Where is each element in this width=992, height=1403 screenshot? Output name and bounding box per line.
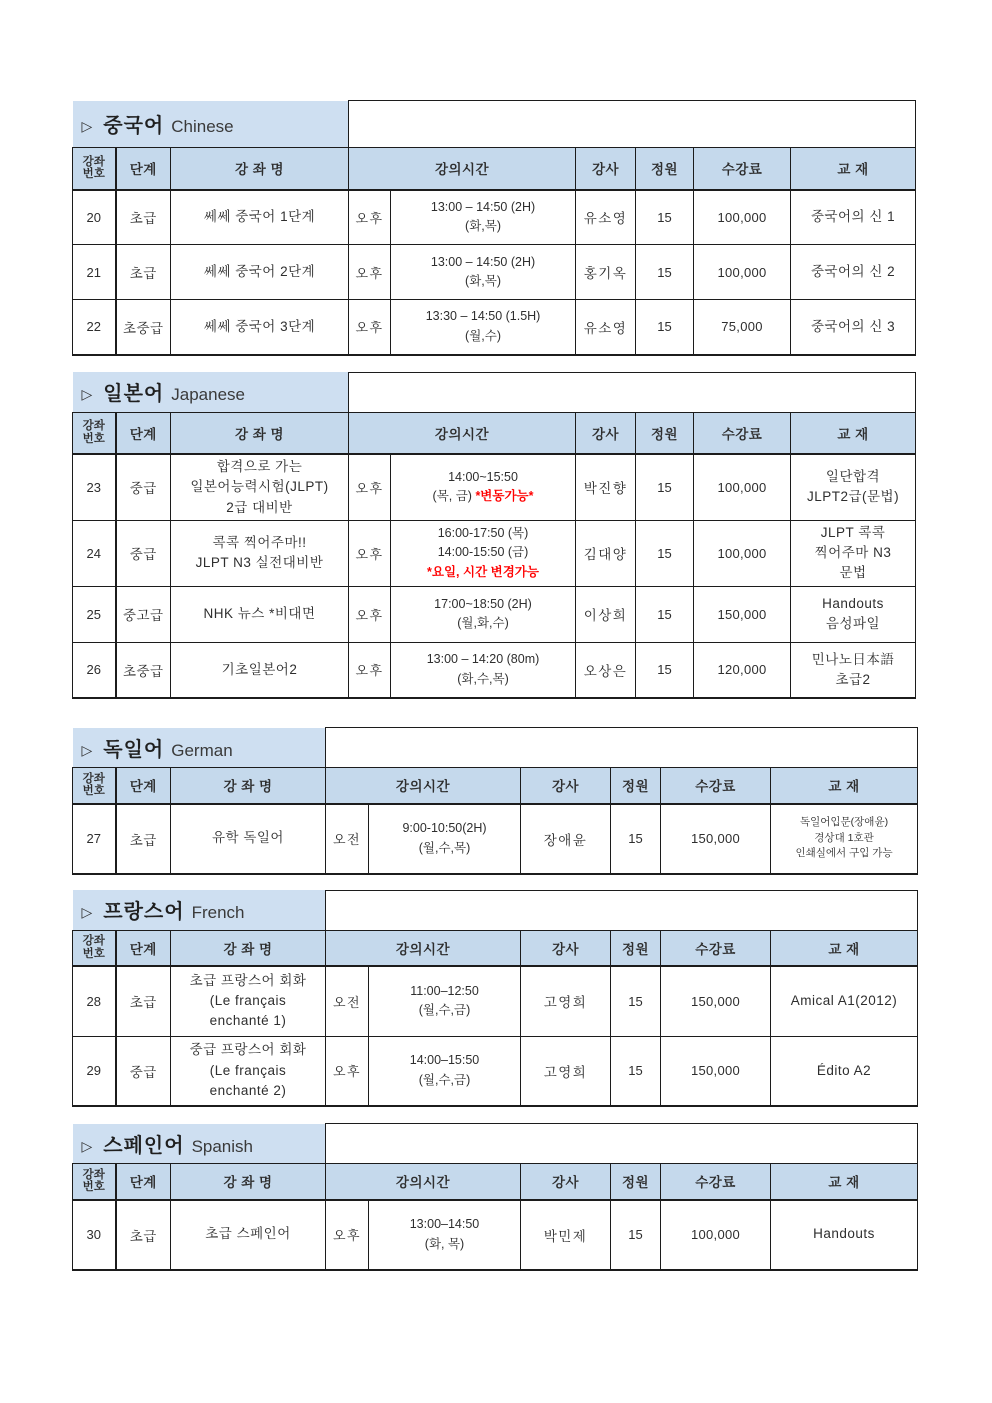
col-header-textbook: 교 재 <box>771 1164 918 1200</box>
col-header-capacity: 정원 <box>636 148 694 190</box>
course-row-29 <box>73 1036 918 1106</box>
course-row-22 <box>73 300 916 355</box>
cell-textbook: Amical A1(2012) <box>771 966 918 1036</box>
course-table-german <box>72 727 918 875</box>
cell-instructor: 박진향 <box>576 454 636 520</box>
triangle-marker-icon: ▷ <box>81 1137 93 1154</box>
section-title-korean: 독일어 <box>103 738 165 761</box>
cell-capacity: 15 <box>636 300 694 355</box>
section-title-french <box>73 890 326 930</box>
col-header-textbook: 교 재 <box>791 148 916 190</box>
triangle-marker-icon: ▷ <box>81 741 93 758</box>
cell-instructor: 홍기옥 <box>576 245 636 300</box>
cell-instructor: 이상희 <box>576 586 636 642</box>
cell-course-no: 24 <box>73 520 116 586</box>
triangle-marker-icon: ▷ <box>81 386 93 403</box>
cell-instructor: 김대양 <box>576 520 636 586</box>
cell-fee: 150,000 <box>661 1036 771 1106</box>
col-header-class-time: 강의시간 <box>349 148 576 190</box>
col-header-textbook: 교 재 <box>771 768 918 804</box>
section-title-japanese <box>73 372 349 412</box>
section-title-spacer <box>326 728 918 768</box>
cell-level: 초급 <box>116 245 171 300</box>
section-title-german <box>73 728 326 768</box>
cell-fee: 150,000 <box>694 586 791 642</box>
col-header-course-name: 강 좌 명 <box>171 930 326 966</box>
cell-level: 초중급 <box>116 642 171 698</box>
col-header-level: 단계 <box>116 930 171 966</box>
col-header-level: 단계 <box>116 1164 171 1200</box>
col-header-fee: 수강료 <box>694 412 791 454</box>
cell-capacity: 15 <box>611 1200 661 1270</box>
cell-fee: 150,000 <box>661 966 771 1036</box>
course-row-24 <box>73 520 916 586</box>
cell-course-name: 중급 프랑스어 회화 (Le français enchanté 2) <box>171 1036 326 1106</box>
section-title-korean: 스페인어 <box>103 1134 185 1157</box>
cell-ampm: 오전 <box>326 804 369 874</box>
section-title-spanish <box>73 1124 326 1164</box>
col-header-course-name: 강 좌 명 <box>171 412 349 454</box>
col-header-course-no: 강좌 번호 <box>73 1164 116 1200</box>
cell-time: 17:00~18:50 (2H) (월,화,수) <box>391 586 576 642</box>
cell-ampm: 오전 <box>326 966 369 1036</box>
cell-level: 초급 <box>116 804 171 874</box>
cell-course-name: NHK 뉴스 *비대면 <box>171 586 349 642</box>
col-header-textbook: 교 재 <box>791 412 916 454</box>
col-header-capacity: 정원 <box>611 930 661 966</box>
cell-course-name: 초급 프랑스어 회화 (Le français enchanté 1) <box>171 966 326 1036</box>
cell-textbook: 민나노日本語 초급2 <box>791 642 916 698</box>
col-header-fee: 수강료 <box>661 768 771 804</box>
cell-time: 14:00–15:50 (월,수,금) <box>369 1036 521 1106</box>
cell-course-name: 합격으로 가는 일본어능력시험(JLPT) 2급 대비반 <box>171 454 349 520</box>
cell-level: 중고급 <box>116 586 171 642</box>
cell-time: 14:00~15:50 (목, 금) *변동가능* <box>391 454 576 520</box>
cell-ampm: 오후 <box>349 190 391 245</box>
section-title-english: Japanese <box>171 385 245 405</box>
section-title-spacer <box>349 372 916 412</box>
cell-textbook: Édito A2 <box>771 1036 918 1106</box>
cell-time: 13:30 – 14:50 (1.5H) (월,수) <box>391 300 576 355</box>
col-header-class-time: 강의시간 <box>326 1164 521 1200</box>
col-header-instructor: 강사 <box>521 930 611 966</box>
col-header-class-time: 강의시간 <box>349 412 576 454</box>
cell-instructor: 박민제 <box>521 1200 611 1270</box>
col-header-course-name: 강 좌 명 <box>171 1164 326 1200</box>
cell-capacity: 15 <box>636 520 694 586</box>
cell-fee: 120,000 <box>694 642 791 698</box>
cell-time: 13:00 – 14:20 (80m) (화,수,목) <box>391 642 576 698</box>
col-header-fee: 수강료 <box>694 148 791 190</box>
section-title-english: Chinese <box>171 117 234 137</box>
cell-capacity: 15 <box>636 586 694 642</box>
col-header-class-time: 강의시간 <box>326 768 521 804</box>
cell-instructor: 장애윤 <box>521 804 611 874</box>
cell-textbook: 중국어의 신 2 <box>791 245 916 300</box>
cell-instructor: 고영희 <box>521 966 611 1036</box>
cell-time: 13:00 – 14:50 (2H) (화,목) <box>391 245 576 300</box>
cell-fee: 75,000 <box>694 300 791 355</box>
cell-textbook: 중국어의 신 3 <box>791 300 916 355</box>
col-header-instructor: 강사 <box>576 412 636 454</box>
cell-course-no: 30 <box>73 1200 116 1270</box>
cell-capacity: 15 <box>636 454 694 520</box>
section-title-korean: 중국어 <box>103 115 165 138</box>
cell-course-no: 28 <box>73 966 116 1036</box>
time-note-red: *요일, 시간 변경가능 <box>427 564 539 579</box>
cell-capacity: 15 <box>636 190 694 245</box>
cell-ampm: 오후 <box>349 300 391 355</box>
cell-course-no: 29 <box>73 1036 116 1106</box>
cell-course-name: 기초일본어2 <box>171 642 349 698</box>
col-header-fee: 수강료 <box>661 930 771 966</box>
cell-fee: 100,000 <box>694 520 791 586</box>
cell-ampm: 오후 <box>349 245 391 300</box>
section-title-chinese <box>73 101 349 148</box>
cell-capacity: 15 <box>636 642 694 698</box>
col-header-level: 단계 <box>116 768 171 804</box>
col-header-instructor: 강사 <box>576 148 636 190</box>
course-table-french <box>72 890 918 1108</box>
cell-fee: 100,000 <box>694 245 791 300</box>
section-title-spacer <box>326 890 918 930</box>
course-row-30 <box>73 1200 918 1270</box>
cell-time: 13:00 – 14:50 (2H) (화,목) <box>391 190 576 245</box>
cell-level: 초급 <box>116 190 171 245</box>
cell-capacity: 15 <box>611 1036 661 1106</box>
section-title-spacer <box>326 1124 918 1164</box>
cell-level: 중급 <box>116 454 171 520</box>
cell-ampm: 오후 <box>349 586 391 642</box>
cell-course-no: 26 <box>73 642 116 698</box>
cell-course-no: 25 <box>73 586 116 642</box>
cell-course-name: 쎄쎄 중국어 3단계 <box>171 300 349 355</box>
cell-instructor: 유소영 <box>576 190 636 245</box>
col-header-instructor: 강사 <box>521 1164 611 1200</box>
section-title-korean: 프랑스어 <box>103 901 185 924</box>
course-row-21 <box>73 245 916 300</box>
col-header-fee: 수강료 <box>661 1164 771 1200</box>
cell-textbook: 일단합격 JLPT2급(문법) <box>791 454 916 520</box>
col-header-capacity: 정원 <box>611 1164 661 1200</box>
cell-course-no: 20 <box>73 190 116 245</box>
section-title-spacer <box>349 101 916 148</box>
section-title-english: Spanish <box>191 1136 253 1156</box>
cell-ampm: 오후 <box>349 642 391 698</box>
col-header-course-no: 강좌 번호 <box>73 768 116 804</box>
cell-textbook: Handouts <box>771 1200 918 1270</box>
cell-level: 중급 <box>116 1036 171 1106</box>
course-row-26 <box>73 642 916 698</box>
col-header-textbook: 교 재 <box>771 930 918 966</box>
course-table-spanish <box>72 1123 918 1271</box>
cell-textbook: JLPT 콕콕 찍어주마 N3 문법 <box>791 520 916 586</box>
section-title-korean: 일본어 <box>103 383 165 406</box>
triangle-marker-icon: ▷ <box>81 904 93 921</box>
cell-fee: 100,000 <box>661 1200 771 1270</box>
cell-fee: 100,000 <box>694 454 791 520</box>
cell-level: 초급 <box>116 1200 171 1270</box>
col-header-course-name: 강 좌 명 <box>171 768 326 804</box>
course-table-chinese <box>72 100 916 356</box>
col-header-course-no: 강좌 번호 <box>73 412 116 454</box>
cell-course-no: 22 <box>73 300 116 355</box>
cell-course-name: 콕콕 찍어주마!! JLPT N3 실전대비반 <box>171 520 349 586</box>
cell-instructor: 오상은 <box>576 642 636 698</box>
col-header-class-time: 강의시간 <box>326 930 521 966</box>
course-row-28 <box>73 966 918 1036</box>
cell-course-no: 27 <box>73 804 116 874</box>
col-header-course-name: 강 좌 명 <box>171 148 349 190</box>
section-title-english: French <box>191 903 245 923</box>
col-header-capacity: 정원 <box>636 412 694 454</box>
cell-textbook: Handouts 음성파일 <box>791 586 916 642</box>
cell-time: 16:00-17:50 (목) 14:00-15:50 (금) *요일, 시간 변경가능 <box>391 520 576 586</box>
cell-instructor: 고영희 <box>521 1036 611 1106</box>
col-header-course-no: 강좌 번호 <box>73 930 116 966</box>
cell-ampm: 오후 <box>349 520 391 586</box>
section-title-english: German <box>171 740 233 760</box>
time-note-red: *변동가능* <box>475 489 534 504</box>
cell-capacity: 15 <box>636 245 694 300</box>
cell-time: 9:00-10:50(2H) (월,수,목) <box>369 804 521 874</box>
course-row-27 <box>73 804 918 874</box>
triangle-marker-icon: ▷ <box>81 118 93 135</box>
col-header-level: 단계 <box>116 148 171 190</box>
cell-time: 11:00–12:50 (월,수,금) <box>369 966 521 1036</box>
cell-ampm: 오후 <box>326 1036 369 1106</box>
cell-course-name: 쎄쎄 중국어 2단계 <box>171 245 349 300</box>
course-row-20 <box>73 190 916 245</box>
cell-textbook: 중국어의 신 1 <box>791 190 916 245</box>
cell-capacity: 15 <box>611 804 661 874</box>
cell-fee: 150,000 <box>661 804 771 874</box>
cell-instructor: 유소영 <box>576 300 636 355</box>
cell-course-name: 초급 스페인어 <box>171 1200 326 1270</box>
cell-course-no: 23 <box>73 454 116 520</box>
cell-capacity: 15 <box>611 966 661 1036</box>
col-header-instructor: 강사 <box>521 768 611 804</box>
cell-course-name: 쎄쎄 중국어 1단계 <box>171 190 349 245</box>
col-header-course-no: 강좌 번호 <box>73 148 116 190</box>
cell-textbook: 독일어입문(장애윤) 경상대 1호관 인쇄실에서 구입 가능 <box>771 804 918 874</box>
cell-time: 13:00–14:50 (화, 목) <box>369 1200 521 1270</box>
course-table-japanese <box>72 372 916 700</box>
col-header-capacity: 정원 <box>611 768 661 804</box>
course-row-25 <box>73 586 916 642</box>
course-row-23 <box>73 454 916 520</box>
cell-ampm: 오후 <box>349 454 391 520</box>
cell-level: 중급 <box>116 520 171 586</box>
cell-course-name: 유학 독일어 <box>171 804 326 874</box>
cell-fee: 100,000 <box>694 190 791 245</box>
cell-course-no: 21 <box>73 245 116 300</box>
col-header-level: 단계 <box>116 412 171 454</box>
cell-level: 초급 <box>116 966 171 1036</box>
cell-ampm: 오후 <box>326 1200 369 1270</box>
cell-level: 초중급 <box>116 300 171 355</box>
